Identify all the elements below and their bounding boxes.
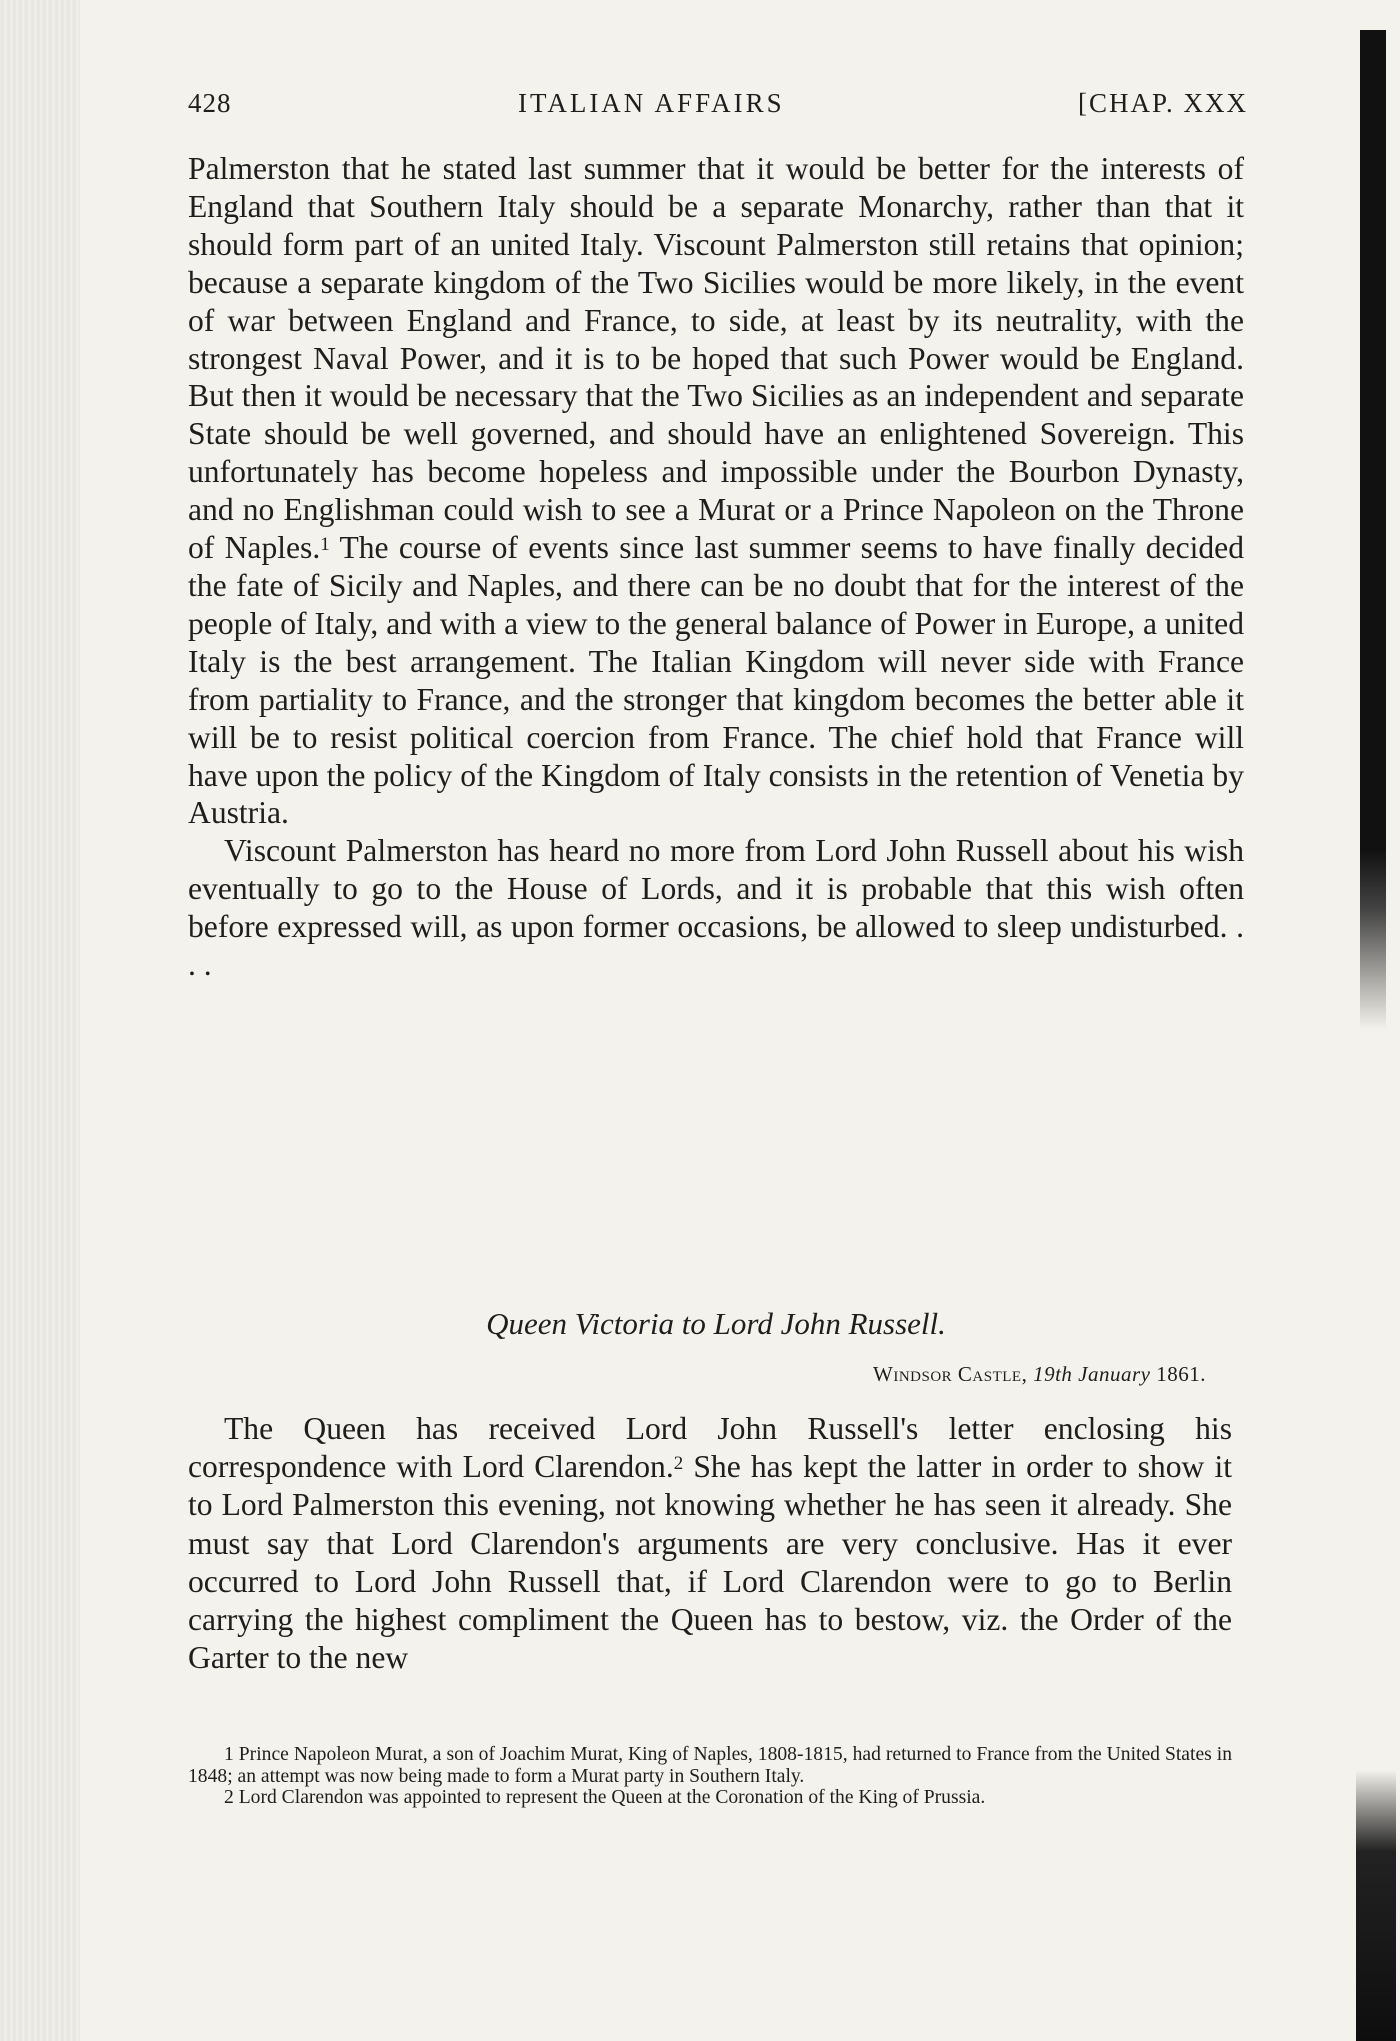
letter-paragraph [188, 1410, 1232, 1677]
scan-edge-shadow-bottom [1356, 1770, 1396, 2041]
paragraph-1-part-b: The course of events since last summer seems to have finally decided the fate of Sicily and Naples, and there can be no doubt that for the interest of the people of Italy, and with a view to the general balance of Power in Europe, a united Italy is the best arrangement. The Italian Kingdom will never side with France from partiality to France, and the stronger that kingdom becomes the better able it will be to resist political coercion from France. The chief hold that France will have upon the policy of the Kingdom of Italy consists in the retention of Venetia by Austria. [188, 530, 1244, 831]
running-header [188, 88, 1248, 128]
letter-day: 19th January [1033, 1362, 1151, 1386]
footnote-1: 1 Prince Napoleon Murat, a son of Joachim Murat, King of Naples, 1808-1815, had returned to France from the United States in 1848; an attempt was now being made to form a Murat party in Southern Italy. [188, 1744, 1232, 1787]
paragraph-1 [188, 150, 1244, 832]
letter-place: Windsor Castle, [873, 1362, 1028, 1386]
running-title: ITALIAN AFFAIRS [518, 88, 785, 118]
letter-body-part-b: She has kept the latter in order to show it to Lord Palmerston this evening, not knowing whether he has seen it already. She must say that Lord Clarendon's arguments are very conclusive. Has it ever occurred to Lord John Russell that, if Lord Clarendon were to go to Berlin carrying the highest compliment the Queen has to bestow, viz. the Order of the Garter to the new [188, 1449, 1232, 1676]
scan-edge-noise [0, 0, 80, 2041]
paragraph-1-part-a: Palmerston that he stated last summer that it would be better for the interests of England that Southern Italy should be a separate Monarchy, rather than that it should form part of an united Italy. Viscount Palmerston still retains that opinion; because a separate kingdom of the Two Sicilies would be more likely, in the event of war between England and France, to side, at least by its neutrality, with the strongest Naval Power, and it is to be hoped that such Power would be England. But then it would be necessary that the Two Sicilies as an independent and separate State should be well governed, and should have an enlightened Sovereign. This unfortunately has become hopeless and impossible under the Bourbon Dynasty, and no Englishman could wish to see a Murat or a Prince Napoleon on the Throne of Naples. [188, 151, 1244, 566]
scan-edge-shadow-top [1360, 30, 1386, 1030]
page-number: 428 [188, 88, 232, 118]
letter-body-part-a: The Queen has received Lord John Russell's letter enclosing his correspondence with Lord Clarendon. [188, 1411, 1232, 1485]
footnote-ref-1: 1 [320, 534, 330, 556]
letter-body [188, 1410, 1232, 1677]
footnote-ref-2: 2 [673, 1453, 684, 1475]
letter-heading: Queen Victoria to Lord John Russell. [486, 1306, 946, 1341]
chapter-label: [CHAP. XXX [1077, 88, 1248, 118]
letter-dateline [188, 1362, 1206, 1387]
footnotes [188, 1744, 1232, 1809]
footnote-2: 2 Lord Clarendon was appointed to represent the Queen at the Coronation of the King of Prussia. [224, 1787, 986, 1809]
letter-year: 1861. [1156, 1362, 1206, 1386]
main-text [188, 150, 1244, 984]
paragraph-2: Viscount Palmerston has heard no more from Lord John Russell about his wish eventually to go to the House of Lords, and it is probable that this wish often before expressed will, as upon former occasions, be allowed to sleep undisturbed. . . . [188, 833, 1244, 983]
